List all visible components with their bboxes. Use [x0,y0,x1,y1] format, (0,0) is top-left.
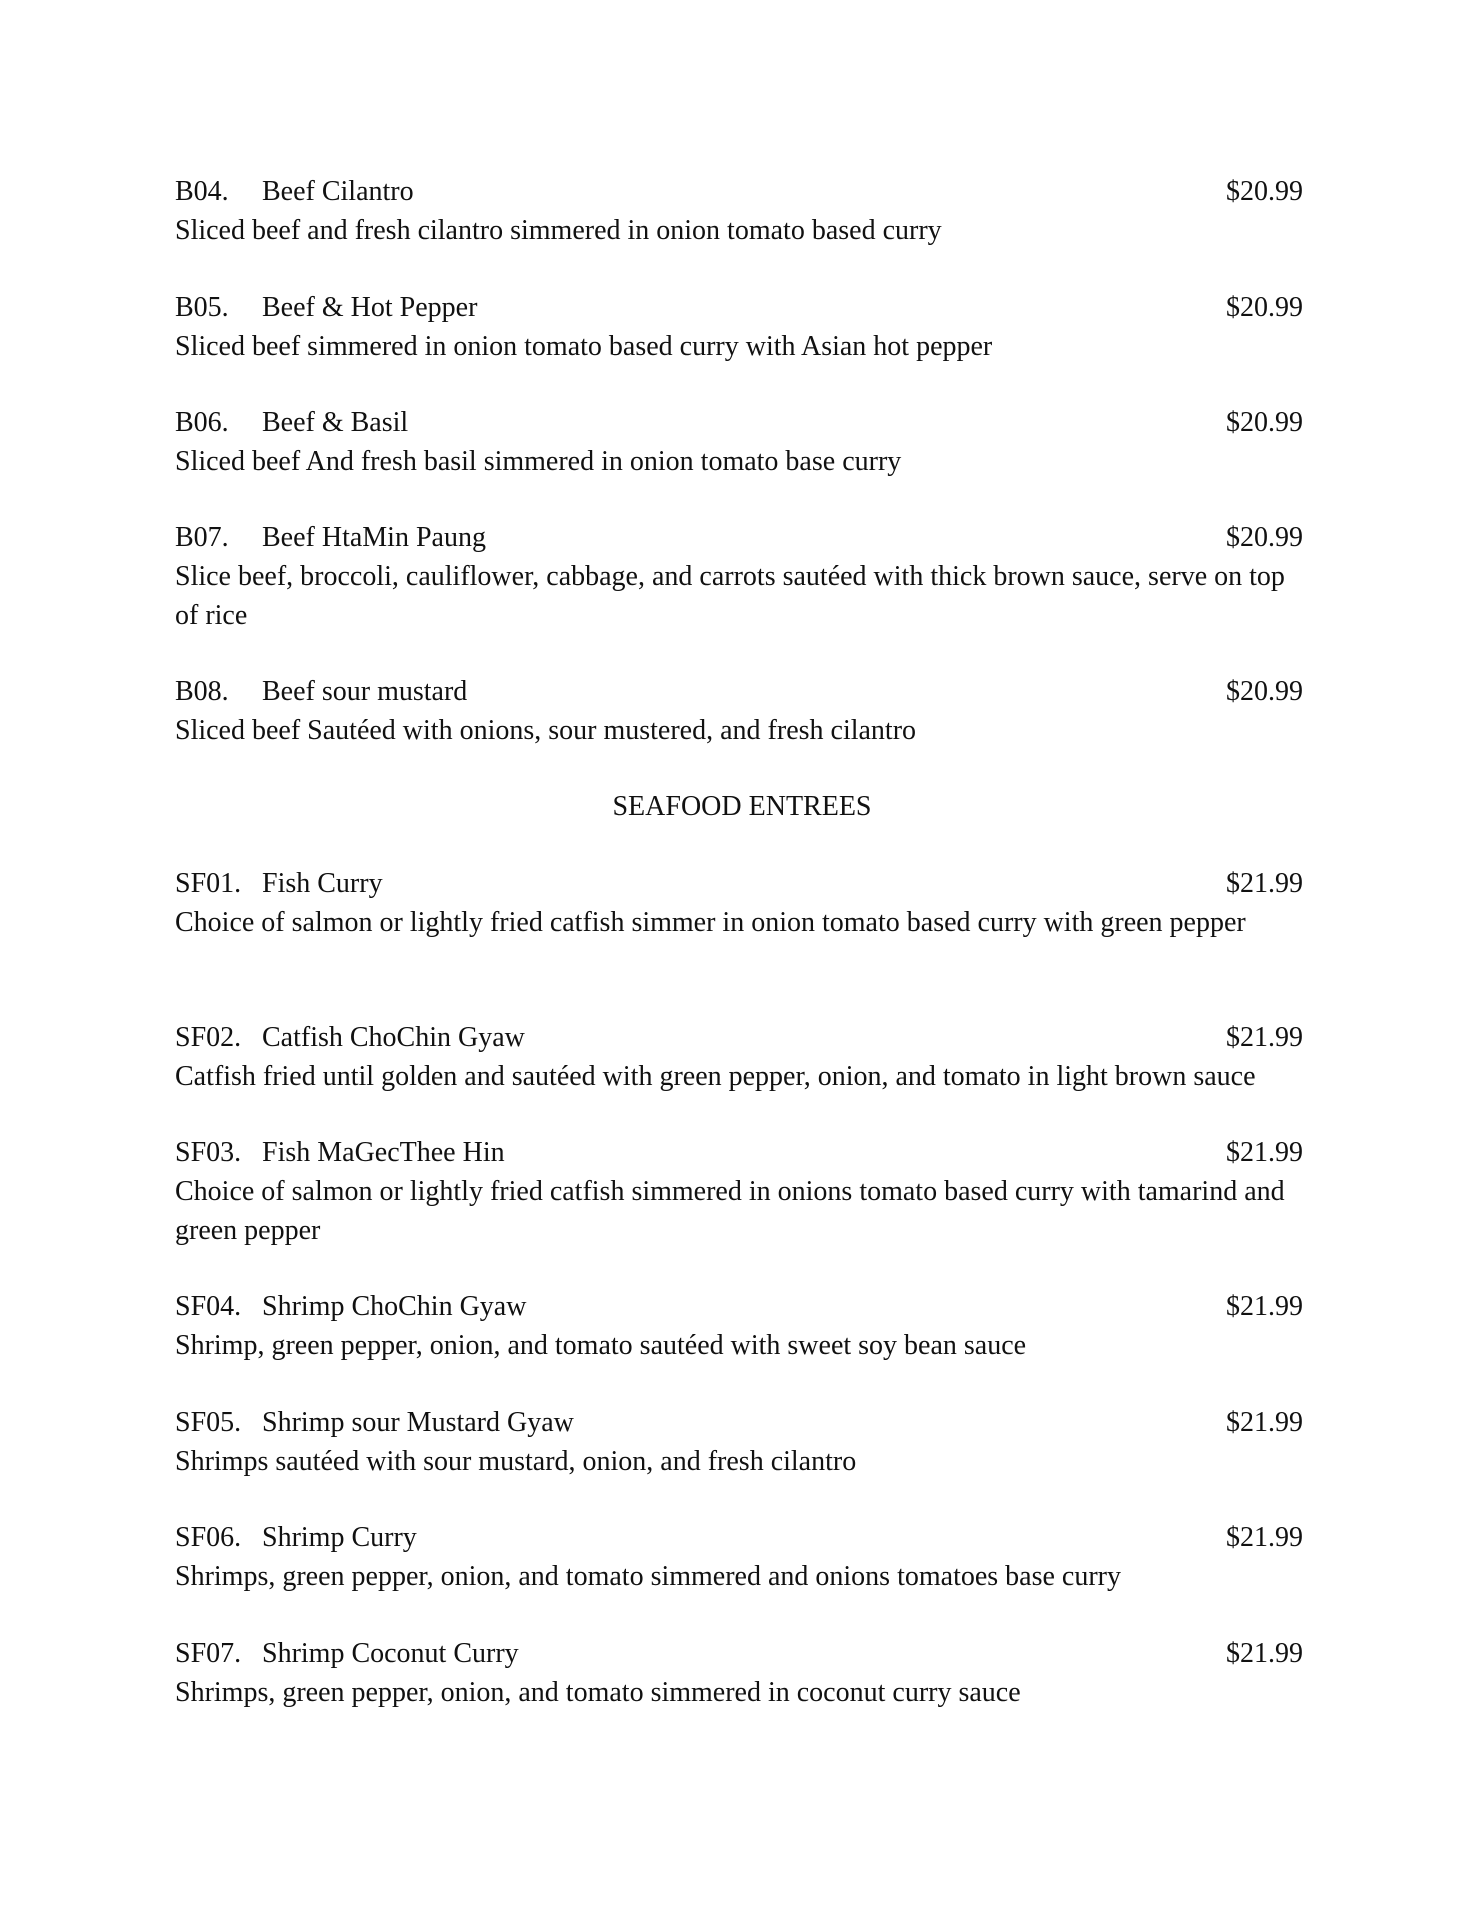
item-code: SF04. [175,1291,242,1322]
menu-item-b06 [175,404,1303,481]
item-code: B07. [175,522,229,553]
item-description: Choice of salmon or lightly fried catfish simmered in onions tomato based curry with tamarind and green pepper [175,1176,1285,1246]
item-code: SF05. [175,1407,242,1438]
item-code: SF07. [175,1638,242,1669]
item-code: SF02. [175,1022,242,1053]
item-price: $21.99 [1226,1407,1303,1438]
menu-item-b08 [175,673,1303,750]
menu-item-b04 [175,173,1303,250]
item-name: Fish MaGecThee Hin [262,1137,505,1168]
item-description: Shrimps sautéed with sour mustard, onion, and fresh cilantro [175,1446,857,1477]
item-description: Catfish fried until golden and sautéed with green pepper, onion, and tomato in light brown sauce [175,1061,1256,1092]
item-description: Slice beef, broccoli, cauliflower, cabbage, and carrots sautéed with thick brown sauce, serve on top of rice [175,561,1285,631]
item-price: $21.99 [1226,1137,1303,1168]
item-description: Sliced beef and fresh cilantro simmered in onion tomato based curry [175,215,942,246]
menu-item-header [175,173,1303,211]
item-price: $20.99 [1226,676,1303,707]
menu-item-sf06 [175,1519,1303,1596]
item-code: B06. [175,407,229,438]
item-price: $20.99 [1226,292,1303,323]
item-name: Beef & Basil [262,407,409,438]
menu-item-header [175,1134,1303,1172]
item-code: B08. [175,676,229,707]
menu-item-sf01 [175,865,1303,942]
item-code: B04. [175,176,229,207]
menu-item-b07 [175,519,1303,635]
item-name: Shrimp ChoChin Gyaw [262,1291,527,1322]
menu-item-sf03 [175,1134,1303,1250]
menu-item-sf02 [175,1019,1303,1096]
menu-item-header [175,519,1303,557]
item-code: SF01. [175,868,242,899]
item-price: $21.99 [1226,1522,1303,1553]
menu-item-header [175,404,1303,442]
item-price: $21.99 [1226,868,1303,899]
menu-item-b05 [175,289,1303,366]
menu-item-header [175,865,1303,903]
item-price: $21.99 [1226,1291,1303,1322]
section-title-seafood: SEAFOOD ENTREES [612,791,872,822]
item-name: Catfish ChoChin Gyaw [262,1022,525,1053]
item-name: Beef HtaMin Paung [262,522,486,553]
item-name: Beef Cilantro [262,176,414,207]
item-description: Sliced beef Sautéed with onions, sour mustered, and fresh cilantro [175,715,917,746]
menu-item-sf05 [175,1404,1303,1481]
item-code: SF03. [175,1137,242,1168]
menu-item-header [175,673,1303,711]
menu-item-header [175,289,1303,327]
menu-item-sf04 [175,1288,1303,1365]
item-name: Shrimp Curry [262,1522,417,1553]
menu-item-header [175,1288,1303,1326]
item-name: Beef sour mustard [262,676,468,707]
menu-item-header [175,1404,1303,1442]
item-description: Sliced beef simmered in onion tomato based curry with Asian hot pepper [175,331,993,362]
item-price: $20.99 [1226,407,1303,438]
item-description: Shrimps, green pepper, onion, and tomato simmered in coconut curry sauce [175,1677,1021,1708]
menu-item-sf07 [175,1635,1303,1712]
item-price: $20.99 [1226,176,1303,207]
item-description: Shrimp, green pepper, onion, and tomato sautéed with sweet soy bean sauce [175,1330,1027,1361]
item-code: B05. [175,292,229,323]
item-price: $21.99 [1226,1638,1303,1669]
item-name: Beef & Hot Pepper [262,292,478,323]
item-description: Choice of salmon or lightly fried catfish simmer in onion tomato based curry with green pepper [175,907,1246,938]
item-price: $21.99 [1226,1022,1303,1053]
item-code: SF06. [175,1522,242,1553]
item-description: Sliced beef And fresh basil simmered in onion tomato base curry [175,446,902,477]
item-name: Shrimp Coconut Curry [262,1638,519,1669]
item-price: $20.99 [1226,522,1303,553]
menu-item-header [175,1519,1303,1557]
item-description: Shrimps, green pepper, onion, and tomato simmered and onions tomatoes base curry [175,1561,1121,1592]
menu-item-header [175,1635,1303,1673]
menu-item-header [175,1019,1303,1057]
item-name: Shrimp sour Mustard Gyaw [262,1407,574,1438]
item-name: Fish Curry [262,868,383,899]
